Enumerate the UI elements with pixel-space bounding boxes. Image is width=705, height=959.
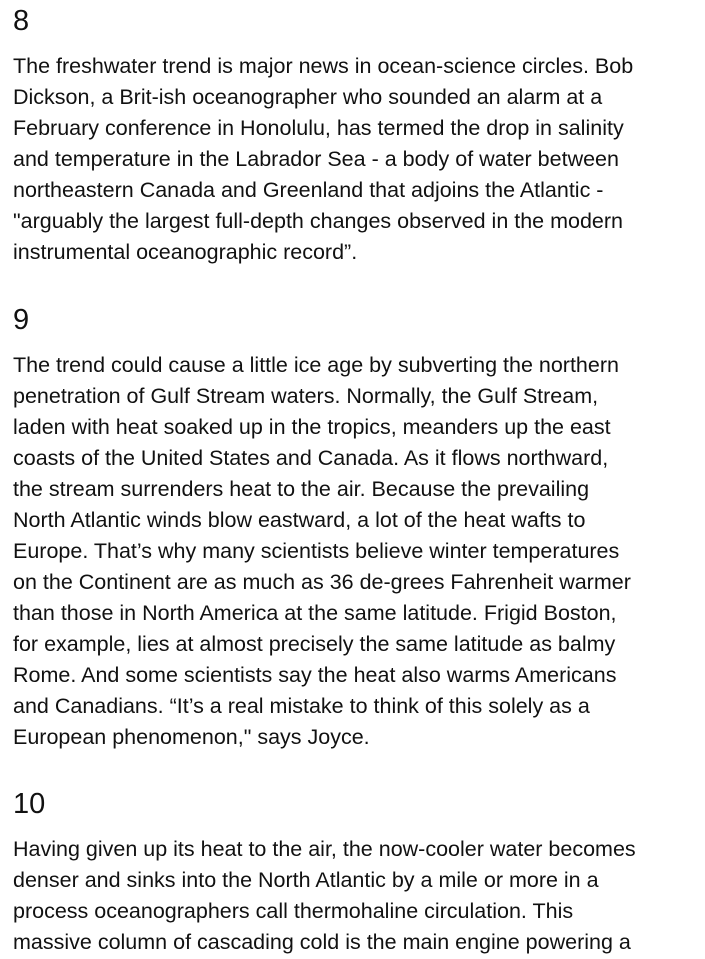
section-paragraph: The trend could cause a little ice age by subverting the northern penetration of Gulf Stream waters. Normally, the Gulf Stream, laden with heat soaked up in the tropics, meanders up the east coasts of the United States and Canada. As it flows northward, the stream surrenders heat to the air. Because the prevailing North Atlantic winds blow eastward, a lot of the heat wafts to Europe. That’s why many scientists believe winter temperatures on the Continent are as much as 36 de-grees Fahrenheit warmer than those in North America at the same latitude. Frigid Boston, for example, lies at almost precisely the same latitude as balmy Rome. And some scientists say the heat also warms Americans and Canadians. “It’s a real mistake to think of this solely as a European phenomenon," says Joyce. [13,353,631,749]
section-8 [13,0,703,268]
document-page [13,0,703,958]
section-number: 9 [13,304,30,336]
section-number: 10 [13,788,46,820]
section-paragraph: Having given up its heat to the air, the now-cooler water becomes denser and sinks into the North Atlantic by a mile or more in a process oceanographers call thermohaline circulation. This massive column of cascading cold is the main engine powering a [13,837,636,954]
section-9 [13,298,703,753]
section-number: 8 [13,5,30,37]
section-10 [13,782,703,958]
section-paragraph: The freshwater trend is major news in ocean-science circles. Bob Dickson, a Brit-ish oceanographer who sounded an alarm at a February conference in Honolulu, has termed the drop in salinity and temperature in the Labrador Sea - a body of water between northeastern Canada and Greenland that adjoins the Atlantic - "arguably the largest full-depth changes observed in the modern instrumental oceanographic record”. [13,54,634,264]
